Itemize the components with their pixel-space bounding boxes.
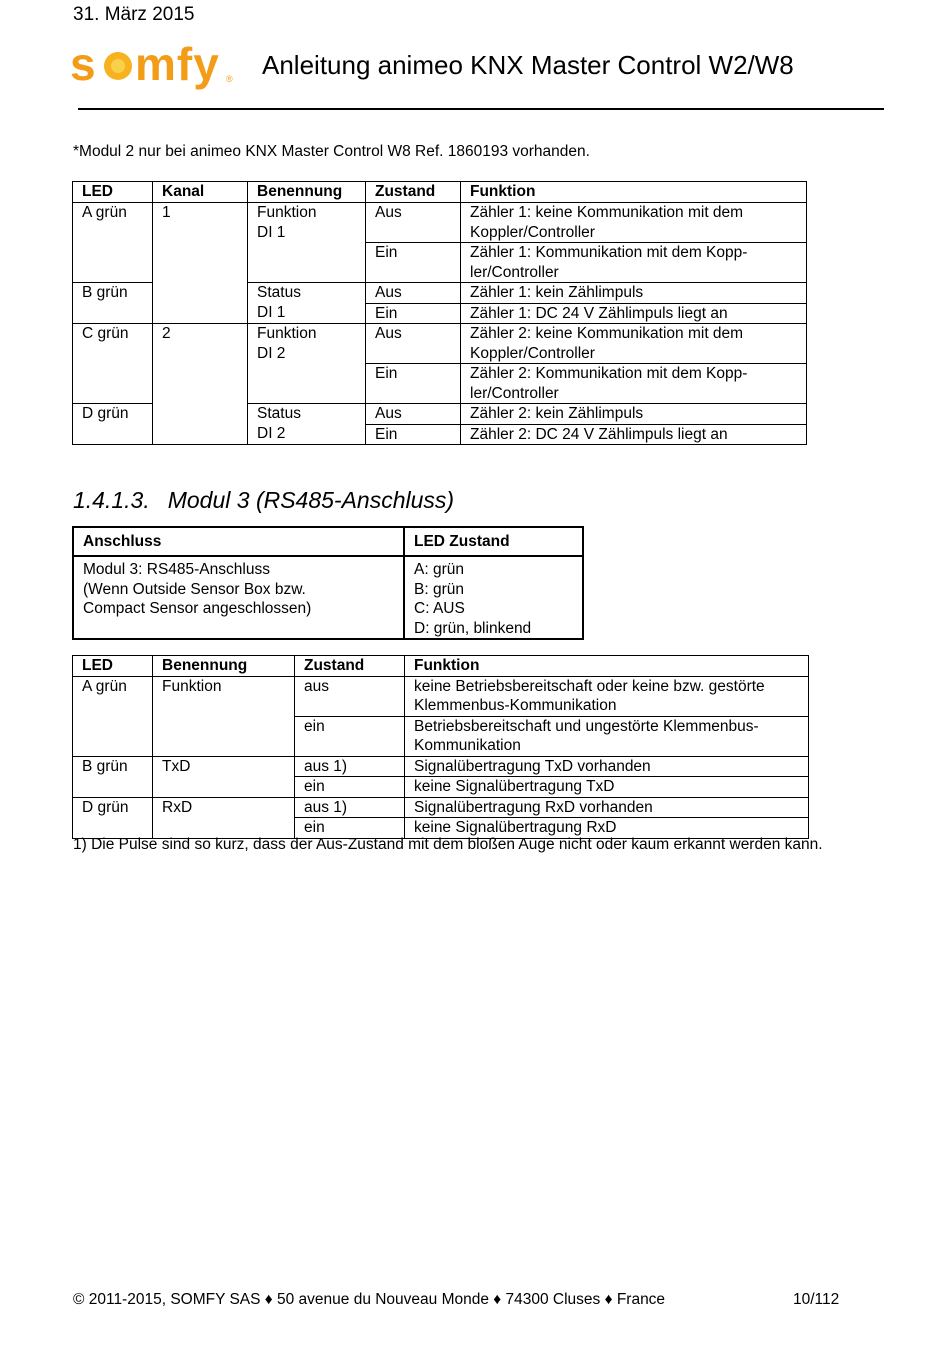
zustand-cell: Aus bbox=[366, 404, 461, 425]
zustand-cell: aus 1) bbox=[295, 756, 405, 777]
zustand-cell: ein bbox=[295, 777, 405, 798]
kanal-cell: 1 bbox=[153, 203, 248, 324]
table-row bbox=[73, 676, 809, 716]
table-header-row bbox=[73, 182, 807, 203]
funktion-cell: Zähler 1: keine Kommunikation mit dem Koppler/Controller bbox=[461, 203, 807, 243]
column-header: LED Zustand bbox=[404, 527, 583, 556]
section-title: Modul 3 (RS485-Anschluss) bbox=[167, 487, 455, 513]
funktion-cell: Zähler 2: keine Kommunikation mit dem Koppler/Controller bbox=[461, 324, 807, 364]
table-row bbox=[73, 324, 807, 364]
zustand-cell: Aus bbox=[366, 203, 461, 243]
led-table-modul-3 bbox=[72, 655, 809, 839]
funktion-cell: Zähler 1: Kommunikation mit dem Kopp- ler/Controller bbox=[461, 243, 807, 283]
funktion-cell: Signalübertragung TxD vorhanden bbox=[405, 756, 809, 777]
zustand-cell: Aus bbox=[366, 283, 461, 304]
led-cell: D grün bbox=[73, 404, 153, 445]
led-cell: B grün bbox=[73, 756, 153, 797]
led-cell: A grün bbox=[73, 676, 153, 756]
zustand-cell: Ein bbox=[366, 424, 461, 445]
led-zustand-cell: A: grün B: grün C: AUS D: grün, blinkend bbox=[404, 556, 583, 639]
anschluss-table bbox=[72, 526, 584, 640]
document-title: Anleitung animeo KNX Master Control W2/W8 bbox=[262, 50, 794, 80]
column-header: Funktion bbox=[405, 656, 809, 677]
column-header: LED bbox=[73, 656, 153, 677]
zustand-cell: Ein bbox=[366, 303, 461, 324]
table-header-row bbox=[73, 656, 809, 677]
column-header: Benennung bbox=[248, 182, 366, 203]
zustand-cell: Ein bbox=[366, 243, 461, 283]
funktion-cell: Betriebsbereitschaft und ungestörte Klemmenbus- Kommunikation bbox=[405, 716, 809, 756]
led-cell: C grün bbox=[73, 324, 153, 404]
column-header: Benennung bbox=[153, 656, 295, 677]
benennung-cell: Funktion DI 2 bbox=[248, 324, 366, 404]
svg-text:®: ® bbox=[226, 74, 233, 84]
led-table-modul-2 bbox=[72, 181, 807, 445]
column-header: Zustand bbox=[295, 656, 405, 677]
section-heading bbox=[73, 487, 454, 514]
led-cell: D grün bbox=[73, 797, 153, 838]
funktion-cell: Zähler 2: kein Zählimpuls bbox=[461, 404, 807, 425]
funktion-cell: Zähler 2: Kommunikation mit dem Kopp- ler/Controller bbox=[461, 364, 807, 404]
benennung-cell: Status DI 2 bbox=[248, 404, 366, 445]
benennung-cell: RxD bbox=[153, 797, 295, 838]
svg-text:mfy: mfy bbox=[135, 40, 220, 90]
benennung-cell: TxD bbox=[153, 756, 295, 797]
funktion-cell: Zähler 1: DC 24 V Zählimpuls liegt an bbox=[461, 303, 807, 324]
header-divider bbox=[78, 108, 884, 110]
funktion-cell: keine Signalübertragung RxD bbox=[405, 818, 809, 839]
column-header: LED bbox=[73, 182, 153, 203]
table-row bbox=[73, 203, 807, 243]
kanal-cell: 2 bbox=[153, 324, 248, 445]
benennung-cell: Funktion DI 1 bbox=[248, 203, 366, 283]
footer-copyright: © 2011-2015, SOMFY SAS ♦ 50 avenue du Nouveau Monde ♦ 74300 Cluses ♦ France bbox=[73, 1291, 666, 1308]
column-header: Anschluss bbox=[73, 527, 404, 556]
funktion-cell: keine Betriebsbereitschaft oder keine bzw. gestörte Klemmenbus-Kommunikation bbox=[405, 676, 809, 716]
zustand-cell: ein bbox=[295, 716, 405, 756]
module-note: *Modul 2 nur bei animeo KNX Master Control W8 Ref. 1860193 vorhanden. bbox=[73, 143, 590, 160]
column-header: Funktion bbox=[461, 182, 807, 203]
led-cell: B grün bbox=[73, 283, 153, 324]
funktion-cell: Signalübertragung RxD vorhanden bbox=[405, 797, 809, 818]
zustand-cell: aus bbox=[295, 676, 405, 716]
funktion-cell: keine Signalübertragung TxD bbox=[405, 777, 809, 798]
section-number: 1.4.1.3. bbox=[73, 487, 150, 513]
funktion-cell: Zähler 1: kein Zählimpuls bbox=[461, 283, 807, 304]
table-row bbox=[73, 797, 809, 818]
zustand-cell: aus 1) bbox=[295, 797, 405, 818]
svg-text:s: s bbox=[70, 40, 97, 90]
led-cell: A grün bbox=[73, 203, 153, 283]
zustand-cell: Ein bbox=[366, 364, 461, 404]
column-header: Kanal bbox=[153, 182, 248, 203]
table-row bbox=[73, 756, 809, 777]
zustand-cell: ein bbox=[295, 818, 405, 839]
table-row bbox=[73, 556, 583, 639]
column-header: Zustand bbox=[366, 182, 461, 203]
page-number: 10/112 bbox=[793, 1291, 840, 1308]
document-date: 31. März 2015 bbox=[73, 4, 195, 25]
funktion-cell: Zähler 2: DC 24 V Zählimpuls liegt an bbox=[461, 424, 807, 445]
table-header-row bbox=[73, 527, 583, 556]
benennung-cell: Status DI 1 bbox=[248, 283, 366, 324]
benennung-cell: Funktion bbox=[153, 676, 295, 756]
footnote: 1) Die Pulse sind so kurz, dass der Aus-Zustand mit dem bloßen Auge nicht oder kaum erkannt werden kann. bbox=[73, 836, 823, 853]
somfy-logo bbox=[68, 40, 238, 92]
zustand-cell: Aus bbox=[366, 324, 461, 364]
anschluss-cell: Modul 3: RS485-Anschluss (Wenn Outside Sensor Box bzw. Compact Sensor angeschlossen) bbox=[73, 556, 404, 639]
